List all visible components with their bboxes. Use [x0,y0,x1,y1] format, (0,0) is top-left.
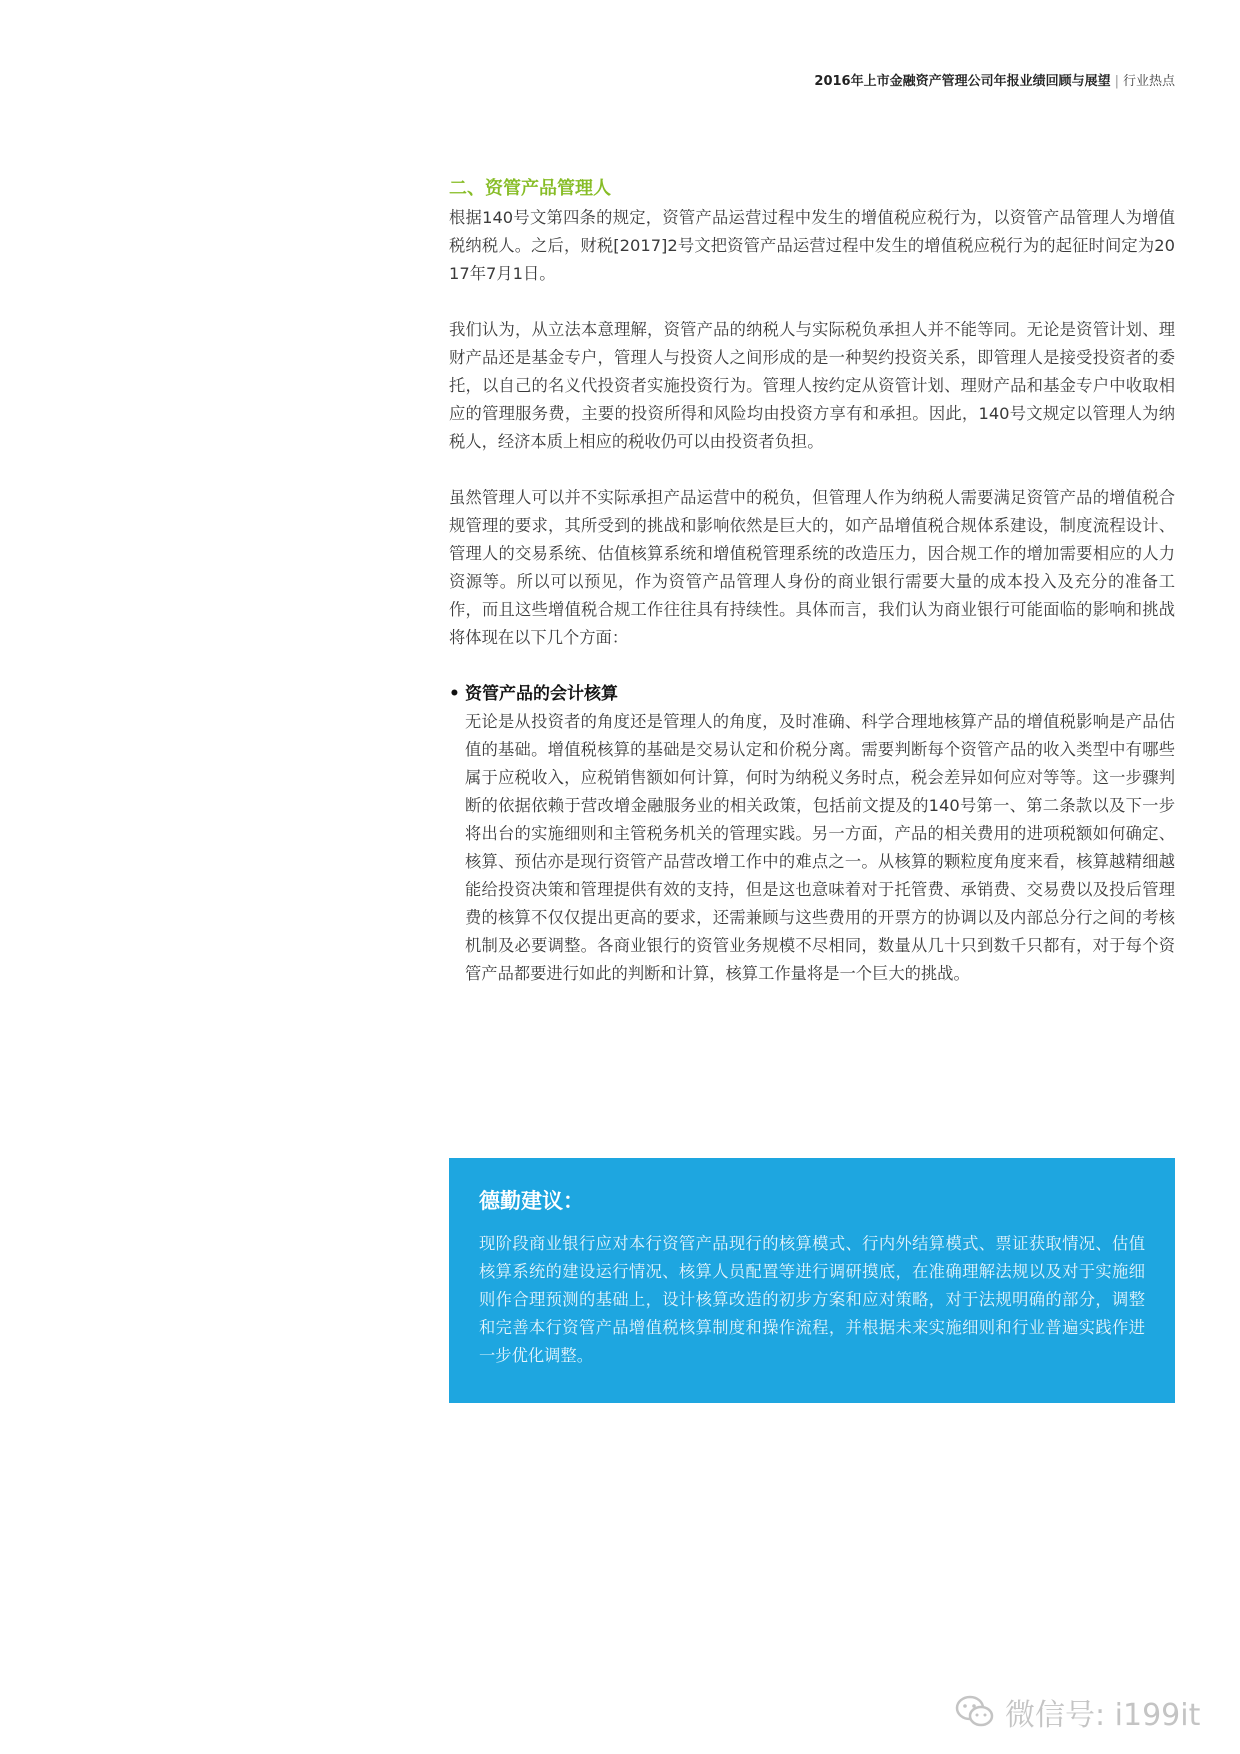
wechat-icon [955,1695,995,1729]
bullet-dot-icon: • [449,684,460,704]
advice-title: 德勤建议： [479,1189,584,1213]
section-heading: 二、资管产品管理人 [449,178,611,199]
bullet-body: 无论是从投资者的角度还是管理人的角度，及时准确、科学合理地核算产品的增值税影响是产品估值的基础。增值税核算的基础是交易认定和价税分离。需要判断每个资管产品的收入类型中有哪些属于应税收入，应税销售额如何计算，何时为纳税义务时点，税会差异如何应对等等。这一步骤判断的依据依赖于营改增金融服务业的相关政策，包括前文提及的140号第一、第二条款以及下一步将出台的实施细则和主管税务机关的管理实践。另一方面，产品的相关费用的进项税额如何确定、核算、预估亦是现行资管产品营改增工作中的难点之一。从核算的颗粒度角度来看，核算越精细越能给投资决策和管理提供有效的支持，但是这也意味着对于托管费、承销费、交易费以及投后管理费的核算不仅仅提出更高的要求，还需兼顾与这些费用的开票方的协调以及内部总分行之间的考核机制及必要调整。各商业银行的资管业务规模不尽相同，数量从几十只到数千只都有，对于每个资管产品都要进行如此的判断和计算，核算工作量将是一个巨大的挑战。 [465,712,1175,983]
header-separator: | [1114,74,1119,89]
bullet-heading-text: 资管产品的会计核算 [465,684,618,704]
paragraph-1: 根据140号文第四条的规定，资管产品运营过程中发生的增值税应税行为，以资管产品管理人为增值税纳税人。之后，财税[2017]2号文把资管产品运营过程中发生的增值税应税行为的起征时间定为2017年7月1日。 [449,208,1175,283]
paragraph-2: 我们认为，从立法本意理解，资管产品的纳税人与实际税负承担人并不能等同。无论是资管计划、理财产品还是基金专户，管理人与投资人之间形成的是一种契约投资关系，即管理人是接受投资者的委托，以自己的名义代投资者实施投资行为。管理人按约定从资管计划、理财产品和基金专户中收取相应的管理服务费，主要的投资所得和风险均由投资方享有和承担。因此，140号文规定以管理人为纳税人，经济本质上相应的税收仍可以由投资者负担。 [449,320,1175,451]
advice-text: 现阶段商业银行应对本行资管产品现行的核算模式、行内外结算模式、票证获取情况、估值核算系统的建设运行情况、核算人员配置等进行调研摸底，在准确理解法规以及对于实施细则作合理预测的基础上，设计核算改造的初步方案和应对策略，对于法规明确的部分，调整和完善本行资管产品增值税核算制度和操作流程，并根据未来实施细则和行业普遍实践作进一步优化调整。 [479,1234,1145,1365]
bullet-item-accounting [449,680,1175,988]
document-title: 2016年上市金融资产管理公司年报业绩回顾与展望 [814,74,1111,89]
header-section-name: 行业热点 [1122,74,1175,89]
running-header [814,70,1175,89]
main-content [449,175,1175,988]
watermark [955,1690,1200,1734]
paragraph-3: 虽然管理人可以并不实际承担产品运营中的税负，但管理人作为纳税人需要满足资管产品的增值税合规管理的要求，其所受到的挑战和影响依然是巨大的，如产品增值税合规体系建设，制度流程设计、管理人的交易系统、估值核算系统和增值税管理系统的改造压力，因合规工作的增加需要相应的人力资源等。所以可以预见，作为资管产品管理人身份的商业银行需要大量的成本投入及充分的准备工作，而且这些增值税合规工作往往具有持续性。具体而言，我们认为商业银行可能面临的影响和挑战将体现在以下几个方面： [449,488,1175,647]
deloitte-advice-box [449,1158,1175,1403]
bullet-heading [449,680,1175,708]
watermark-text: 微信号: i199it [1005,1698,1201,1733]
